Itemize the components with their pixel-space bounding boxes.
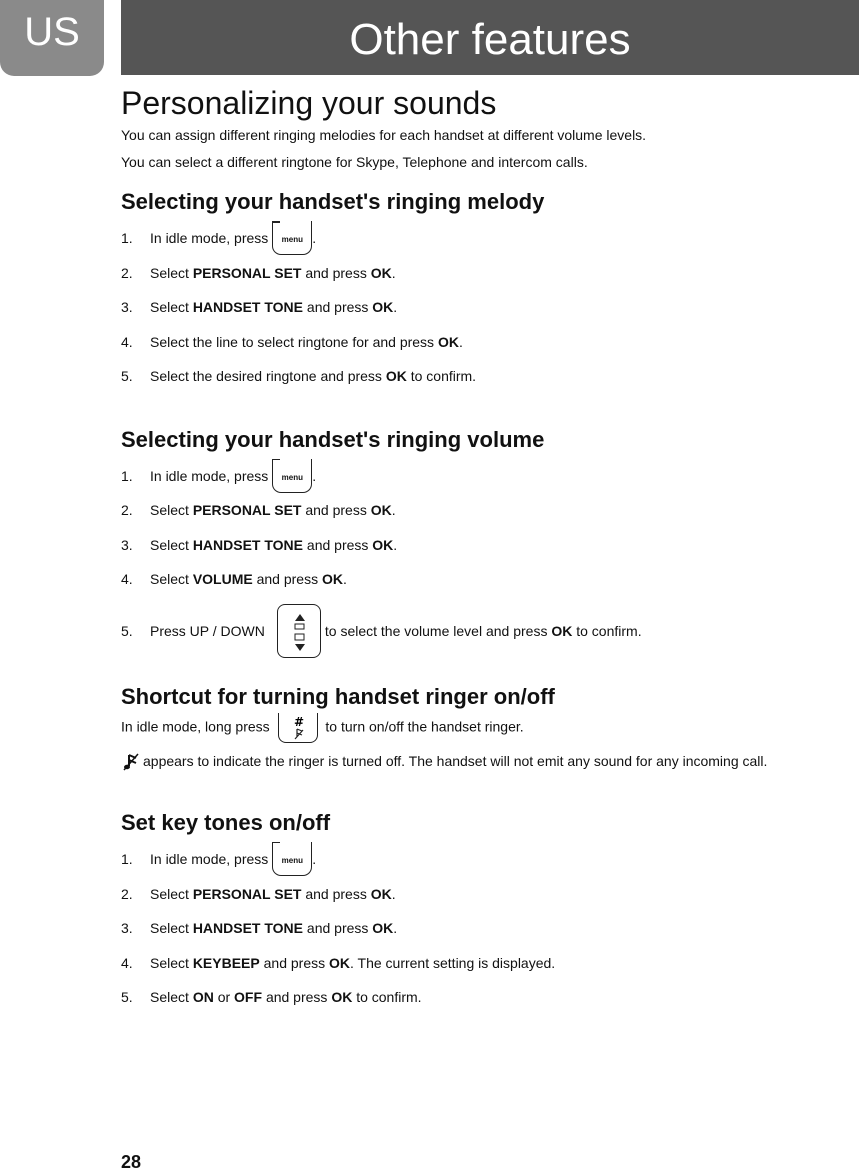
menu-key-icon: menu (272, 459, 312, 493)
ringer-off-icon (121, 753, 143, 771)
list-item: 1. In idle mode, press menu . (121, 221, 841, 256)
shortcut-line-1: In idle mode, long press # to turn on/off the handset ringer. (121, 713, 841, 745)
list-item: 4. Select VOLUME and press OK . (121, 571, 347, 588)
shortcut-heading: Shortcut for turning handset ringer on/off (121, 683, 555, 709)
list-item: 5. Select ON or OFF and press OK to confirm. (121, 989, 422, 1006)
intro-line-1: You can assign different ringing melodies for each handset at different volume levels. (121, 127, 647, 143)
list-item: 2. Select PERSONAL SET and press OK . (121, 502, 396, 519)
list-item: 4. Select the line to select ringtone for and press OK . (121, 333, 463, 350)
hash-key-icon (278, 713, 318, 743)
keytones-heading: Set key tones on/off (121, 809, 331, 835)
list-item: 3. Select HANDSET TONE and press OK . (121, 920, 398, 937)
volume-steps (121, 459, 841, 665)
up-down-nav-key-icon (277, 604, 321, 658)
list-item: 2. Select PERSONAL SET and press OK . (121, 885, 396, 902)
shortcut-line-2: appears to indicate the ringer is turned off. The handset will not emit any sound for any incoming call. (121, 751, 841, 771)
list-item: 5. Select the desired ringtone and press OK to confirm. (121, 368, 477, 385)
list-item: 1. In idle mode, press menu . (121, 459, 841, 494)
page-content (121, 84, 841, 1014)
menu-key-icon: menu (272, 842, 312, 876)
list-item: 2. Select PERSONAL SET and press OK . (121, 264, 396, 281)
list-item: 3. Select HANDSET TONE and press OK . (121, 299, 398, 316)
list-item: 4. Select KEYBEEP and press OK . The current setting is displayed. (121, 954, 556, 971)
list-item: 3. Select HANDSET TONE and press OK . (121, 536, 398, 553)
keytones-steps (121, 842, 841, 1015)
menu-key-icon: menu (272, 221, 312, 255)
list-item: 5. Press UP / DOWN to select the volume level and press OK to confirm. (121, 597, 841, 665)
melody-heading: Selecting your handset's ringing melody (121, 189, 545, 214)
svg-text:#: # (293, 714, 304, 729)
language-tab: US (0, 0, 104, 76)
list-item: 1. In idle mode, press menu . (121, 842, 841, 877)
volume-heading: Selecting your handset's ringing volume (121, 426, 545, 452)
section-title: Personalizing your sounds (121, 85, 497, 121)
chapter-title: Other features (121, 0, 859, 75)
melody-steps (121, 221, 841, 394)
page-number: 28 (121, 1152, 142, 1172)
intro-line-2: You can select a different ringtone for Skype, Telephone and intercom calls. (121, 154, 588, 170)
